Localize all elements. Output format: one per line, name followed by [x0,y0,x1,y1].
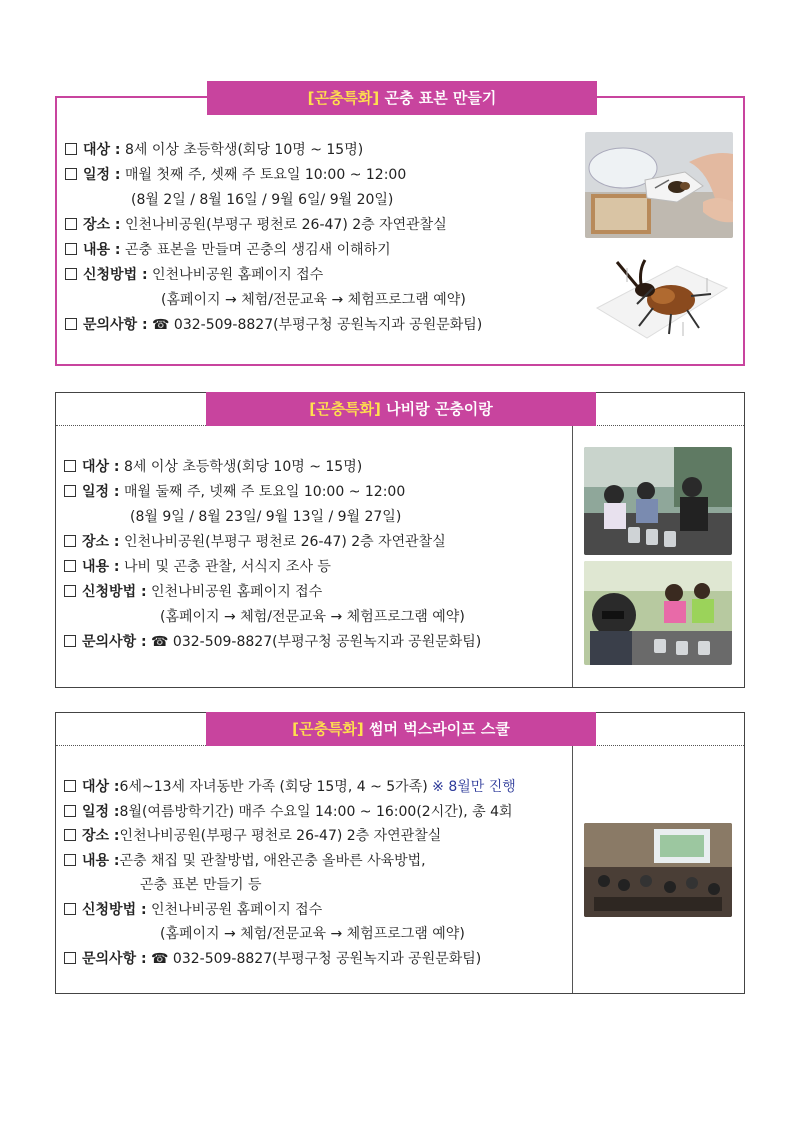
program-tag: [곤충특화] [309,400,381,418]
detail-row-contact: 문의사항 : ☎ 032-509-8827(부평구청 공원녹지과 공원문화팀) [65,313,482,338]
detail-row-apply: 신청방법 : 인천나비공원 홈페이지 접수 [65,263,482,288]
detail-row-apply-path: (홈페이지 → 체험/전문교육 → 체험프로그램 예약) [160,609,465,625]
detail-row-content: 내용 :곤충 채집 및 관찰방법, 애완곤충 올바른 사육방법, [64,849,516,874]
checkbox-icon [64,635,76,647]
detail-row-content-cont: 곤충 표본 만들기 등 [140,877,262,893]
checkbox-icon [65,143,77,155]
photo-children-activity [584,561,732,665]
checkbox-icon [64,829,76,841]
checkbox-icon [64,460,76,472]
detail-row-content: 내용 : 나비 및 곤충 관찰, 서식지 조사 등 [64,555,481,580]
detail-row-place: 장소 :인천나비공원(부평구 평천로 26-47) 2층 자연관찰실 [64,824,516,849]
program-box-butterfly [55,392,745,688]
detail-row-contact: 문의사항 : ☎ 032-509-8827(부평구청 공원녹지과 공원문화팀) [64,947,516,972]
detail-row-place: 장소 : 인천나비공원(부평구 평천로 26-47) 2층 자연관찰실 [64,530,481,555]
program-box-summer-bugs-life [55,712,745,994]
checkbox-icon [64,805,76,817]
detail-row-schedule: 일정 : 매월 첫째 주, 셋째 주 토요일 10:00 ~ 12:00 [65,163,482,188]
detail-row-target: 대상 :6세~13세 자녀동반 가족 (회당 15명, 4 ~ 5가족) ※ 8월만 진행 [64,775,516,800]
detail-row-apply-path: (홈페이지 → 체험/전문교육 → 체험프로그램 예약) [160,926,465,942]
checkbox-icon [64,854,76,866]
checkbox-icon [64,535,76,547]
photo-pinned-beetle [587,248,733,344]
detail-row-content: 내용 : 곤충 표본을 만들며 곤충의 생김새 이해하기 [65,238,482,263]
checkbox-icon [64,903,76,915]
checkbox-icon [65,168,77,180]
checkbox-icon [65,268,77,280]
program-title: 곤충 표본 만들기 [384,89,497,107]
photo-specimen-making [585,132,733,238]
detail-row-schedule: 일정 : 매월 둘째 주, 넷째 주 토요일 10:00 ~ 12:00 [64,480,481,505]
program-details [65,138,482,338]
august-only-note: ※ 8월만 진행 [432,779,516,795]
column-divider [572,745,573,993]
program-title-banner [207,81,597,115]
detail-row-place: 장소 : 인천나비공원(부평구 평천로 26-47) 2층 자연관찰실 [65,213,482,238]
detail-row-apply: 신청방법 : 인천나비공원 홈페이지 접수 [64,898,516,923]
program-title: 썸머 벅스라이프 스쿨 [369,720,510,738]
detail-row-contact: 문의사항 : ☎ 032-509-8827(부평구청 공원녹지과 공원문화팀) [64,630,481,655]
checkbox-icon [65,243,77,255]
checkbox-icon [65,318,77,330]
checkbox-icon [65,218,77,230]
detail-row-dates: (8월 2일 / 8월 16일 / 9월 6일/ 9월 20일) [131,192,394,208]
column-divider [572,425,573,687]
program-title-banner [206,712,596,746]
photo-insect-observation [584,447,732,555]
detail-row-apply: 신청방법 : 인천나비공원 홈페이지 접수 [64,580,481,605]
checkbox-icon [64,780,76,792]
program-details [64,455,481,655]
program-title: 나비랑 곤충이랑 [386,400,493,418]
photo-classroom-session [584,823,732,917]
program-details [64,775,516,971]
checkbox-icon [64,485,76,497]
checkbox-icon [64,560,76,572]
detail-row-dates: (8월 9일 / 8월 23일/ 9월 13일 / 9월 27일) [130,509,402,525]
detail-row-apply-path: (홈페이지 → 체험/전문교육 → 체험프로그램 예약) [161,292,466,308]
program-tag: [곤충특화] [292,720,364,738]
program-tag: [곤충특화] [307,89,380,107]
program-box-specimen [55,89,745,366]
checkbox-icon [64,585,76,597]
program-title-banner [206,392,596,426]
detail-row-schedule: 일정 :8월(여름방학기간) 매주 수요일 14:00 ~ 16:00(2시간), 총 4회 [64,800,516,825]
detail-row-target: 대상 : 8세 이상 초등학생(회당 10명 ~ 15명) [65,138,482,163]
detail-row-target: 대상 : 8세 이상 초등학생(회당 10명 ~ 15명) [64,455,481,480]
checkbox-icon [64,952,76,964]
